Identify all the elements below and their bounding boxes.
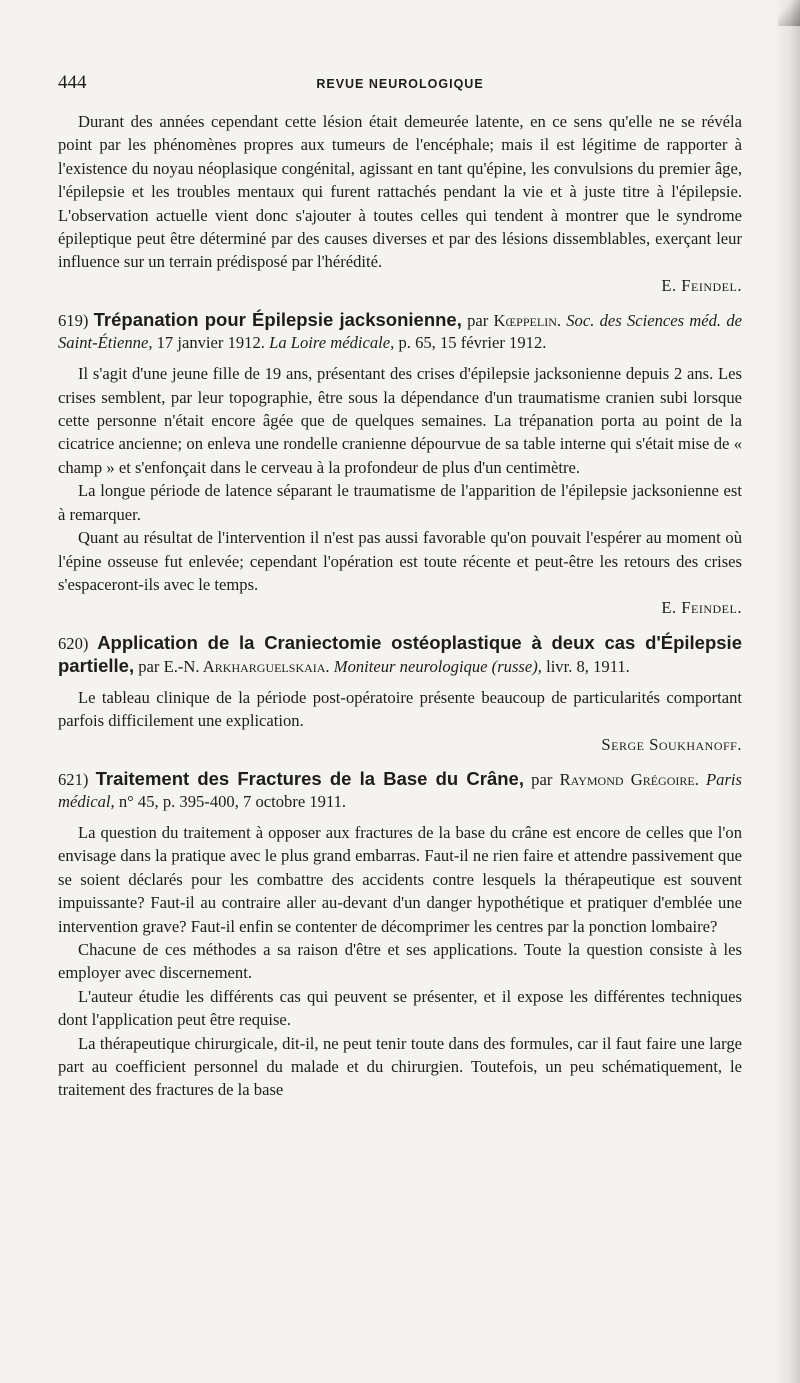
entry-621-byline-prefix: par xyxy=(531,769,553,789)
entry-619-paragraph-1: Il s'agit d'une jeune fille de 19 ans, présentant des crises d'épilepsie jacksonienne depuis 2 ans. Les crises semblent, par leur topographie, être sous la dépendance d'un traumatisme cranien subi lorsque cette personne n'était encore âgée que de quelques semaines. La trépanation porta au point de la cicatrice ancienne; on enleva une rondelle cranienne dépourvue de sa table interne qui s'était mise de « champ » et s'enfonçait dans le cerveau à la profondeur de plus d'un centimètre. xyxy=(58,364,742,477)
entry-621-paragraph-2: Chacune de ces méthodes a sa raison d'être et ses applications. Toute la question consiste à les employer avec discernement. xyxy=(58,939,742,983)
page-header xyxy=(58,72,742,96)
entry-619-source: Soc. des Sciences méd. de Saint-Étienne, xyxy=(58,311,742,353)
entry-619-journal: La Loire médicale, xyxy=(269,333,395,353)
entry-619-date: 17 janvier 1912. xyxy=(156,333,265,353)
entry-620-number: 620) xyxy=(58,633,89,653)
entry-619-title: Trépanation pour Épilepsie jacksonienne, xyxy=(93,309,462,331)
entry-620-journal: Moniteur neurologique (russe), xyxy=(333,656,542,676)
entry-620-pages: livr. 8, 1911. xyxy=(546,656,630,676)
page-number: 444 xyxy=(58,72,87,93)
entry-620-signature: Serge Soukhanoff. xyxy=(601,734,742,754)
entry-621-journal: Paris médical, xyxy=(58,769,742,811)
journal-page xyxy=(58,72,742,1102)
entry-620-byline-prefix: par xyxy=(138,656,160,676)
running-title: REVUE NEUROLOGIQUE xyxy=(316,77,484,91)
entry-620-author: E.-N. Arkharguelskaia. xyxy=(163,656,330,676)
entry-621-number: 621) xyxy=(58,769,89,789)
entry-621-author: Raymond Grégoire. xyxy=(559,769,699,789)
entry-620-title: Application de la Craniectomie ostéoplastique à deux cas d'Épilepsie partielle, xyxy=(58,631,742,676)
intro-paragraph: Durant des années cependant cette lésion était demeurée latente, en ce sens qu'elle ne se révéla point par les phénomènes propres aux tumeurs de l'encéphale; mais il est légitime de rapporter à l'existence du noyau néoplasique congénital, agissant en tant qu'épine, les convulsions du premier âge, l'épilepsie et les troubles mentaux qui furent rattachés pendant la vie et à juste titre à l'épilepsie. L'observation actuelle vient donc s'ajouter à toutes celles qui tendent à montrer que le syndrome épileptique peut être déterminé par des causes diverses et par des lésions dissemblables, exerçant leur influence sur un terrain prédisposé par l'hérédité. xyxy=(58,112,742,272)
entry-621-title: Traitement des Fractures de la Base du Crâne, xyxy=(95,767,524,789)
entry-619-byline-prefix: par xyxy=(467,311,489,331)
entry-619-number: 619) xyxy=(58,311,89,331)
entry-620-paragraph-1: Le tableau clinique de la période post-opératoire présente beaucoup de particularités comportant parfois difficilement une explication. xyxy=(58,687,742,731)
entry-619-pages: p. 65, 15 février 1912. xyxy=(398,333,547,353)
entry-620-heading xyxy=(58,632,742,678)
entry-621-paragraph-3: L'auteur étudie les différents cas qui peuvent se présenter, et il expose les différentes techniques dont l'application peut être requise. xyxy=(58,986,742,1030)
entry-619-heading xyxy=(58,309,742,354)
intro-signature: E. Feindel. xyxy=(661,275,742,295)
entry-621-paragraph-4: La thérapeutique chirurgicale, dit-il, ne peut tenir toute dans des formules, car il faut faire une large part au coefficient personnel du malade et du chirurgien. Toutefois, un peu schématiquement, le traitement des fractures de la base xyxy=(58,1033,742,1100)
entry-621-heading xyxy=(58,768,742,813)
entry-619-paragraph-2: La longue période de latence séparant le traumatisme de l'apparition de l'épilepsie jacksonienne est à remarquer. xyxy=(58,481,742,524)
page-corner-mark xyxy=(778,0,800,26)
entry-619-paragraph-3: Quant au résultat de l'intervention il n'est pas aussi favorable qu'on pouvait l'espérer au moment où l'épine osseuse fut enlevée; cependant l'opération est toute récente et peut-être les retours des crises s'espaceront-ils avec le temps. xyxy=(58,528,742,594)
page-edge-shadow xyxy=(774,0,800,1383)
entry-619-author: Kœppelin. xyxy=(493,311,562,331)
entry-621-paragraph-1: La question du traitement à opposer aux fractures de la base du crâne est encore de celles que l'on envisage dans la pratique avec le plus grand embarras. Faut-il ne rien faire et attendre passivement que se soient déclarés pour les combattre des accidents contre lesquels la thérapeutique est souvent impuissante? Faut-il au contraire aller au-devant d'un danger hypothétique et pratiquer d'emblée une intervention grave? Faut-il enfin se contenter de décomprimer les centres par la ponction lombaire? xyxy=(58,822,742,936)
entry-619-signature: E. Feindel. xyxy=(661,598,742,618)
entry-621-pages: n° 45, p. 395-400, 7 octobre 1911. xyxy=(118,791,347,811)
